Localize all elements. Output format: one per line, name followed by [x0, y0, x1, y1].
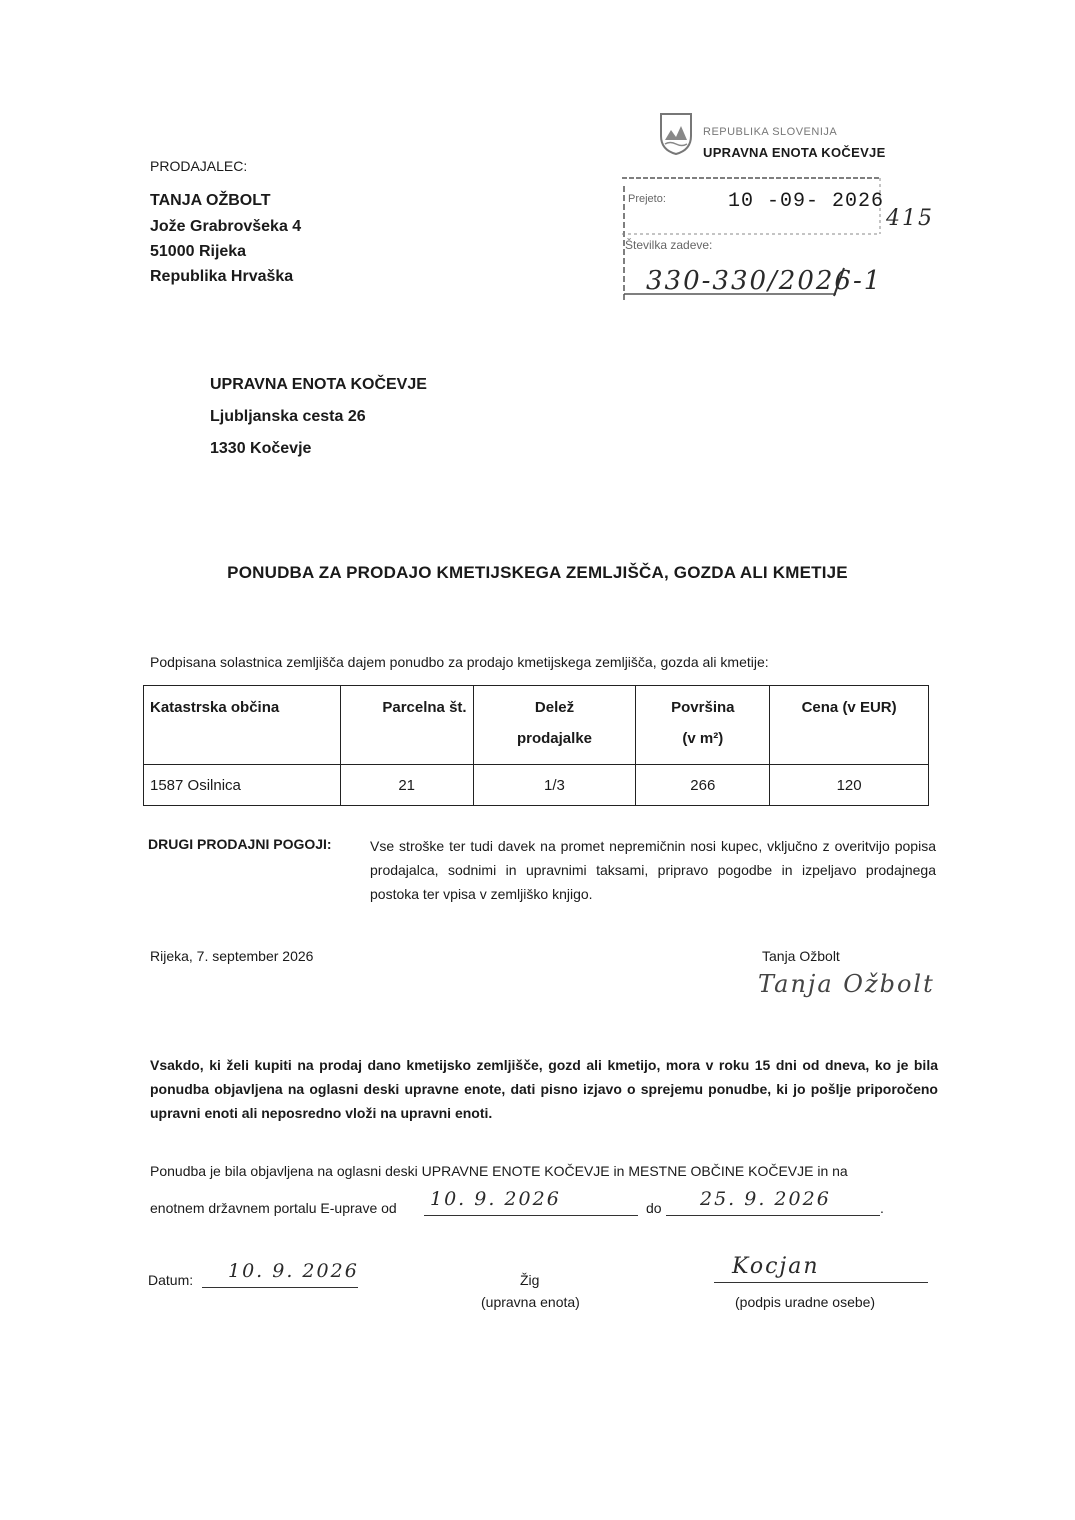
publication-portal-text: enotnem državnem portalu E-uprave od — [150, 1200, 397, 1216]
stamp-office: UPRAVNA ENOTA KOČEVJE — [703, 145, 886, 160]
header-parcel: Parcelna št. — [340, 686, 473, 765]
cell-parcel: 21 — [340, 765, 473, 806]
official-signature-label: (podpis uradne osebe) — [735, 1294, 876, 1310]
coat-of-arms-icon — [658, 110, 694, 156]
recipient-street: Ljubljanska cesta 26 — [210, 408, 366, 425]
publication-to-date: 25. 9. 2026 — [700, 1188, 831, 1210]
cell-area: 266 — [636, 765, 770, 806]
header-price: Cena (v EUR) — [770, 686, 929, 765]
recipient-name: UPRAVNA ENOTA KOČEVJE — [210, 376, 427, 393]
table-header-row — [144, 686, 929, 765]
seller-city: 51000 Rijeka — [150, 243, 247, 260]
seller-country: Republika Hrvaška — [150, 268, 294, 285]
official-signature-line — [714, 1282, 928, 1283]
stamp-republic: REPUBLIKA SLOVENIJA — [703, 126, 838, 138]
datum-label: Datum: — [148, 1272, 194, 1288]
cell-cadastral: 1587 Osilnica — [144, 765, 341, 806]
publication-text: Ponudba je bila objavljena na oglasni deski UPRAVNE ENOTE KOČEVJE in MESTNE OBČINE KOČEVJE in na — [150, 1163, 848, 1179]
from-date-underline — [424, 1215, 638, 1216]
place-and-date: Rijeka, 7. september 2026 — [150, 948, 314, 964]
stamp-entry-count: 415 — [886, 206, 934, 231]
table-row — [144, 765, 929, 806]
seller-label: PRODAJALEC: — [150, 158, 248, 174]
publication-to-label: do — [646, 1200, 662, 1216]
document-title: PONUDBA ZA PRODAJO KMETIJSKEGA ZEMLJIŠČA, GOZDA ALI KMETIJE — [227, 563, 848, 582]
header-share: Delež prodajalke — [473, 686, 636, 765]
datum-underline — [202, 1287, 358, 1288]
to-date-underline — [666, 1215, 880, 1216]
stamp-field-sub: (upravna enota) — [481, 1294, 580, 1310]
signer-name: Tanja Ožbolt — [762, 948, 840, 964]
header-cadastral: Katastrska občina — [144, 686, 341, 765]
stamp-received-date: 10 -09- 2026 — [728, 190, 885, 213]
official-signature: Kocjan — [732, 1254, 820, 1279]
conditions-label: DRUGI PRODAJNI POGOJI: — [148, 836, 332, 852]
recipient-city: 1330 Kočevje — [210, 440, 312, 457]
cell-price: 120 — [770, 765, 929, 806]
publication-end: . — [880, 1200, 884, 1216]
publication-from-date: 10. 9. 2026 — [430, 1188, 561, 1210]
land-table — [143, 685, 929, 806]
intro-text: Podpisana solastnica zemljišča dajem ponudbo za prodajo kmetijskega zemljišča, gozda ali kmetije: — [150, 654, 769, 670]
cell-share: 1/3 — [473, 765, 636, 806]
header-area: Površina (v m²) — [636, 686, 770, 765]
seller-signature: Tanja Ožbolt — [758, 970, 935, 998]
stamp-case-number: 330-330/2026-1 — [646, 266, 883, 296]
acceptance-notice: Vsakdo, ki želi kupiti na prodaj dano kmetijsko zemljišče, gozd ali kmetijo, mora v roku 15 dni od dneva, ko je bila ponudba objavljena na oglasni deski upravne enote, dati pisno izjavo o sprejemu ponudbe, ki jo pošlje priporočeno upravni enoti ali neposredno vloži na upravni enoti. — [150, 1057, 938, 1121]
stamp-case-label: Številka zadeve: — [625, 238, 713, 252]
conditions-text: Vse stroške ter tudi davek na promet nepremičnin nosi kupec, vključno z overitvijo popisa prodajalca, sodnimi in upravnimi taksami, pripravo pogodbe in izpeljavo prodajnega postoka ter vpisa v zemljiško knjigo. — [370, 838, 936, 902]
stamp-field-label: Žig — [520, 1272, 540, 1288]
seller-name: TANJA OŽBOLT — [150, 192, 271, 209]
seller-street: Jože Grabrovšeka 4 — [150, 218, 302, 235]
datum-value: 10. 9. 2026 — [228, 1260, 359, 1282]
stamp-received-label: Prejeto: — [628, 193, 666, 205]
